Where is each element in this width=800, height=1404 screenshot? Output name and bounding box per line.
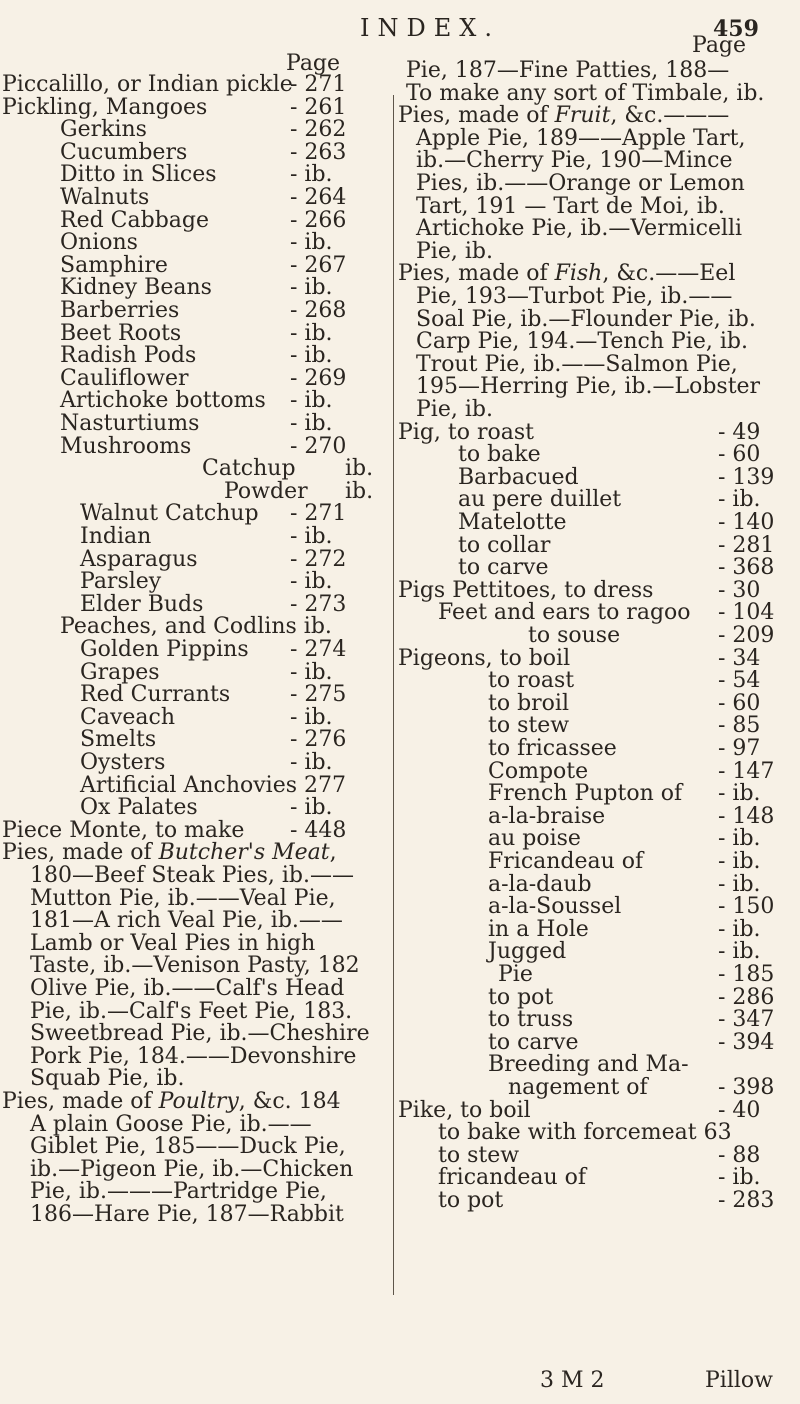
page-ref: - 273: [290, 591, 347, 617]
index-entry: au poise: [488, 826, 581, 852]
paragraph-line: Pie, ib.: [416, 397, 493, 422]
index-entry: Beet Roots: [60, 320, 182, 346]
paragraph-line: Pies, made of Poultry, &c. 184: [2, 1089, 341, 1114]
page-ref: - 185: [718, 962, 775, 987]
page-ref: - 448: [290, 817, 347, 843]
index-entry: to stew: [438, 1142, 520, 1168]
index-entry: Caveach: [80, 704, 176, 730]
page-ref: - 271: [290, 501, 347, 527]
index-entry: to fricassee: [488, 736, 617, 761]
index-entry: Red Currants: [80, 682, 231, 708]
index-entry: to souse: [528, 623, 621, 648]
index-entry: to carve: [458, 555, 549, 581]
page-ref: - ib.: [718, 939, 761, 965]
page-ref: - ib.: [718, 826, 761, 852]
index-entry: au pere duillet: [458, 487, 622, 513]
page-ref: - 263: [290, 139, 347, 165]
index-entry: Artichoke bottoms: [60, 388, 266, 414]
paragraph-line: Pie, 187—Fine Patties, 188—: [406, 58, 730, 83]
index-entry: Artificial Anchovies 277: [80, 772, 347, 798]
paragraph-line: Carp Pie, 194.—Tench Pie, ib.: [416, 329, 748, 355]
paragraph-line: Pie, ib.———Partridge Pie,: [30, 1179, 327, 1205]
index-entry: Parsley: [80, 569, 162, 595]
index-entry: to stew: [488, 713, 570, 739]
index-entry: Asparagus: [80, 546, 198, 572]
paragraph-line: 186—Hare Pie, 187—Rabbit: [30, 1202, 344, 1227]
page-ref: - 49: [718, 419, 761, 445]
index-entry: to truss: [488, 1007, 574, 1033]
page-ref: - 209: [718, 623, 775, 648]
index-entry: French Pupton of: [488, 781, 683, 807]
index-entry: Elder Buds: [80, 591, 204, 617]
page-ref: - 394: [718, 1029, 775, 1055]
index-entry: Radish Pods: [60, 343, 197, 369]
page-ref: - 276: [290, 727, 347, 753]
page-ref: - 286: [718, 984, 775, 1010]
index-entry: Piccalillo, or Indian pickle: [2, 72, 293, 97]
page-ref: - 40: [718, 1097, 761, 1123]
page-ref: - ib.: [290, 230, 333, 256]
index-entry: Fricandeau of: [488, 849, 644, 874]
left-page-label: Page: [286, 51, 341, 76]
paragraph-line: Artichoke Pie, ib.—Vermicelli: [416, 216, 743, 242]
paragraph-line: Pie, 193—Turbot Pie, ib.——: [416, 284, 733, 309]
page-ref: - ib.: [290, 411, 333, 436]
index-entry: to roast: [488, 668, 575, 694]
page-ref: - ib.: [718, 849, 761, 874]
index-entry: Barbacued: [458, 464, 579, 490]
paragraph-line: Pies, made of Butcher's Meat,: [2, 840, 337, 866]
index-entry: nagement of: [508, 1075, 648, 1100]
index-entry: a-la-Soussel: [488, 894, 622, 920]
index-entry: Pigeons, to boil: [398, 645, 571, 671]
index-entry: a-la-braise: [488, 803, 606, 829]
index-entry: to broil: [488, 690, 569, 716]
page-ref: - 139: [718, 464, 775, 490]
index-entry: Mushrooms: [60, 433, 192, 459]
column-divider: [393, 95, 394, 1295]
paragraph-line: Mutton Pie, ib.——Veal Pie,: [30, 885, 336, 911]
page-ref: ib.: [345, 456, 374, 482]
page-ref: - 148: [718, 803, 775, 829]
page-ref: - 269: [290, 365, 347, 391]
index-entry: Cucumbers: [60, 139, 188, 165]
index-entry: Jugged: [488, 939, 567, 965]
index-entry: Powder: [224, 478, 308, 504]
page-ref: - ib.: [290, 162, 333, 188]
paragraph-line: Sweetbread Pie, ib.—Cheshire: [30, 1021, 370, 1047]
page-ref: - 60: [718, 690, 761, 716]
paragraph-line: ib.—Cherry Pie, 190—Mince: [416, 148, 733, 174]
paragraph-line: 180—Beef Steak Pies, ib.——: [30, 863, 354, 888]
paragraph-line: Taste, ib.—Venison Pasty, 182: [30, 953, 360, 979]
index-entry: to pot: [438, 1188, 504, 1213]
index-entry: Onions: [60, 230, 138, 256]
page-ref: - 281: [718, 532, 775, 558]
paragraph-line: 181—A rich Veal Pie, ib.——: [30, 908, 343, 934]
paragraph-line: Pork Pie, 184.——Devonshire: [30, 1043, 357, 1069]
index-entry: Walnut Catchup: [80, 501, 259, 527]
index-entry: Pigs Pettitoes, to dress: [398, 577, 654, 603]
paragraph-line: Pies, made of Fish, &c.——Eel: [398, 261, 736, 287]
page-ref: - 398: [718, 1075, 775, 1100]
page-ref: - 274: [290, 637, 347, 662]
page-ref: - 88: [718, 1142, 761, 1168]
index-entry: Breeding and Ma-: [488, 1052, 689, 1078]
paragraph-line: Pie, ib.: [416, 238, 493, 264]
paragraph-line: Tart, 191 — Tart de Moi, ib.: [416, 193, 725, 219]
page-ref: - 270: [290, 433, 347, 459]
page-ref: - 268: [290, 298, 347, 323]
page-ref: - 140: [718, 510, 775, 535]
index-entry: Grapes: [80, 659, 160, 685]
index-entry: Oysters: [80, 750, 166, 775]
page-ref: - ib.: [718, 1165, 761, 1191]
paragraph-line: Giblet Pie, 185——Duck Pie,: [30, 1134, 346, 1160]
index-entry: Pie: [498, 962, 533, 987]
index-entry: Barberries: [60, 298, 180, 323]
page-ref: - 30: [718, 577, 761, 603]
paragraph-line: 195—Herring Pie, ib.—Lobster: [416, 374, 761, 400]
page-ref: - ib.: [290, 795, 333, 821]
index-entry: fricandeau of: [438, 1165, 587, 1191]
paragraph-line: Squab Pie, ib.: [30, 1066, 185, 1092]
page-ref: - 34: [718, 645, 761, 671]
page-ref: - 147: [718, 758, 775, 784]
page-ref: - 267: [290, 252, 347, 278]
index-entry: Kidney Beans: [60, 275, 212, 301]
page-ref: - 262: [290, 117, 347, 143]
index-entry: Pickling, Mangoes: [2, 94, 208, 120]
index-entry: to bake with forcemeat 63: [438, 1120, 732, 1146]
index-entry: Walnuts: [60, 185, 150, 210]
page-ref: - 97: [718, 736, 761, 761]
page-ref: - 283: [718, 1188, 775, 1213]
index-entry: to carve: [488, 1029, 579, 1055]
page-ref: - ib.: [718, 487, 761, 513]
catchword: Pillow: [705, 1368, 773, 1393]
paragraph-line: Apple Pie, 189——Apple Tart,: [416, 125, 746, 151]
index-entry: Pig, to roast: [398, 419, 534, 445]
page-ref: - 275: [290, 682, 347, 708]
index-entry: Smelts: [80, 727, 157, 753]
page-header: [0, 8, 800, 48]
page-ref: ib.: [345, 478, 374, 504]
page-number: 459: [713, 16, 759, 42]
paragraph-line: A plain Goose Pie, ib.——: [30, 1111, 312, 1137]
page-ref: - ib.: [290, 320, 333, 346]
index-entry: Pike, to boil: [398, 1097, 531, 1123]
page-ref: - 85: [718, 713, 761, 739]
index-title: INDEX.: [360, 14, 500, 42]
index-entry: Matelotte: [458, 510, 567, 535]
page-ref: - 271: [290, 72, 347, 97]
paragraph-line: Soal Pie, ib.—Flounder Pie, ib.: [416, 306, 756, 332]
page-ref: - ib.: [290, 388, 333, 414]
page-ref: - ib.: [718, 781, 761, 807]
index-entry: Ditto in Slices: [60, 162, 217, 188]
index-entry: Ox Palates: [80, 795, 198, 821]
page-ref: - ib.: [290, 704, 333, 730]
paragraph-line: Lamb or Veal Pies in high: [30, 930, 316, 956]
index-entry: in a Hole: [488, 916, 589, 942]
paragraph-line: To make any sort of Timbale, ib.: [406, 80, 765, 106]
index-entry: Feet and ears to ragoo: [438, 600, 691, 626]
index-entry: Golden Pippins: [80, 637, 249, 662]
page-ref: - 272: [290, 546, 347, 572]
index-entry: Peaches, and Codlins ib.: [60, 614, 332, 640]
page-ref: - 347: [718, 1007, 775, 1033]
signature-mark: 3 M 2: [540, 1368, 605, 1393]
index-entry: a-la-daub: [488, 871, 592, 897]
index-entry: Red Cabbage: [60, 207, 209, 233]
page-ref: - 150: [718, 894, 775, 920]
page-ref: - 54: [718, 668, 761, 694]
page-ref: - ib.: [290, 659, 333, 685]
page-ref: - 104: [718, 600, 775, 626]
index-entry: Compote: [488, 758, 589, 784]
page-ref: - 266: [290, 207, 347, 233]
index-entry: to bake: [458, 442, 541, 468]
page-ref: - 261: [290, 94, 347, 120]
page-ref: - ib.: [290, 343, 333, 369]
paragraph-line: Pies, made of Fruit, &c.———: [398, 103, 730, 129]
page-ref: - ib.: [718, 871, 761, 897]
paragraph-line: Trout Pie, ib.——Salmon Pie,: [416, 351, 738, 377]
page-ref: - ib.: [290, 569, 333, 595]
page-ref: - ib.: [290, 750, 333, 775]
index-entry: Piece Monte, to make: [2, 817, 245, 843]
paragraph-line: Pies, ib.——Orange or Lemon: [416, 171, 745, 196]
index-entry: Catchup: [202, 456, 296, 482]
paragraph-line: Pie, ib.—Calf's Feet Pie, 183.: [30, 998, 353, 1024]
index-entry: to collar: [458, 532, 551, 558]
index-entry: Nasturtiums: [60, 411, 200, 436]
index-entry: Cauliflower: [60, 365, 189, 391]
index-entry: Indian: [80, 524, 152, 549]
index-entry: Gerkins: [60, 117, 147, 143]
index-entry: Samphire: [60, 252, 168, 278]
page-ref: - ib.: [290, 275, 333, 301]
paragraph-line: Olive Pie, ib.——Calf's Head: [30, 976, 345, 1001]
page-ref: - 60: [718, 442, 761, 468]
page-ref: - 368: [718, 555, 775, 581]
page-ref: - 264: [290, 185, 347, 210]
paragraph-line: ib.—Pigeon Pie, ib.—Chicken: [30, 1156, 354, 1182]
right-page-label: Page: [692, 33, 747, 58]
page-ref: - ib.: [290, 524, 333, 549]
index-entry: to pot: [488, 984, 554, 1010]
page-ref: - ib.: [718, 916, 761, 942]
